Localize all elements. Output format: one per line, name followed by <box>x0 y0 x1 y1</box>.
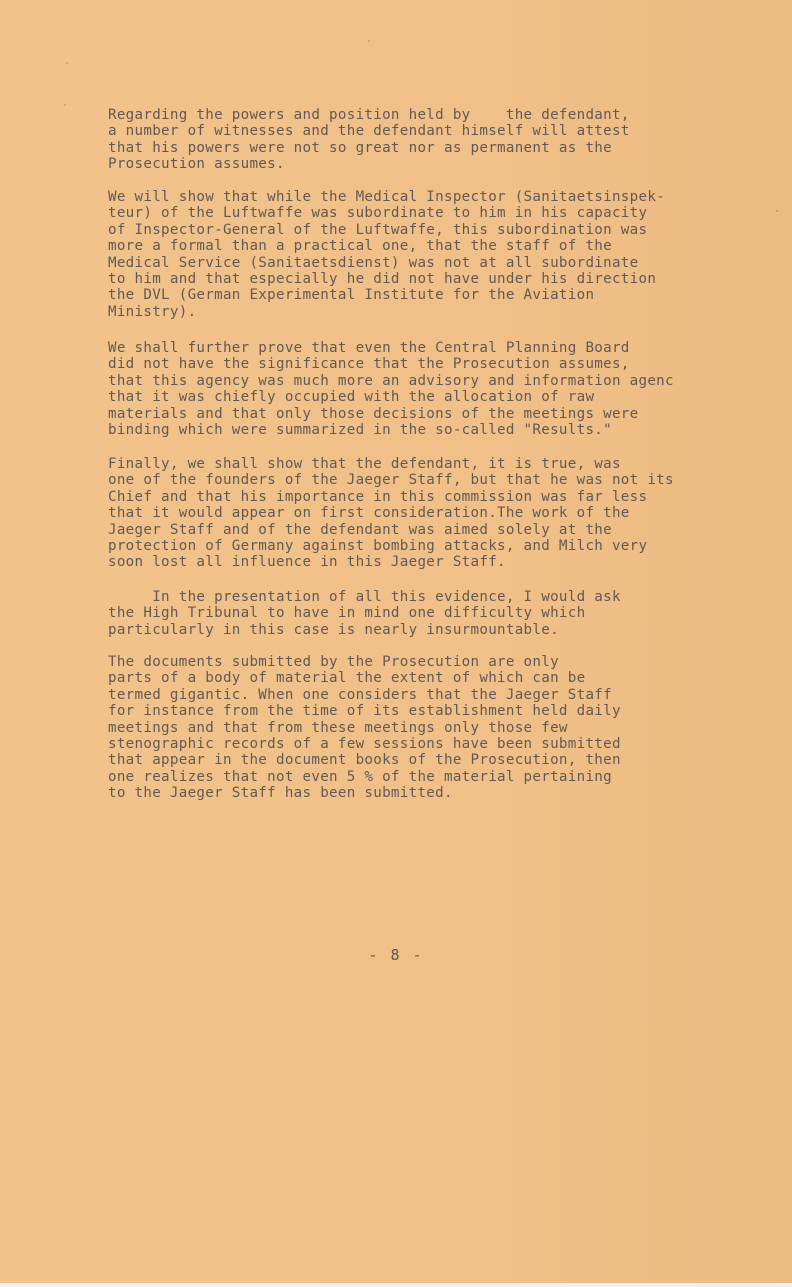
page-number: - 8 - <box>368 946 424 964</box>
paper-speck-mark <box>66 62 68 64</box>
paragraph-powers-and-position: Regarding the powers and position held by the defendant, a number of witnesses and the defendant himself will attest that his powers were not so great nor as permanent as the Prosecution assumes. <box>108 107 630 173</box>
paragraph-presentation-difficulty: In the presentation of all this evidence, I would ask the High Tribunal to have in mind one difficulty which particularly in this case is nearly insurmountable. <box>108 589 621 638</box>
paragraph-documents-submitted: The documents submitted by the Prosecution are only parts of a body of material the extent of which can be termed gigantic. When one considers that the Jaeger Staff for instance from the time of its establishment held daily meetings and that from these meetings only those few stenographic records of a few sessions have been submitted that appear in the document books of the Prosecution, then one realizes that not even 5 % of the material pertaining to the Jaeger Staff has been submitted. <box>108 654 621 802</box>
paragraph-medical-inspector: We will show that while the Medical Inspector (Sanitaetsinspek- teur) of the Luftwaffe was subordinate to him in his capacity of Inspector-General of the Luftwaffe, this subordination was more a formal than a practical one, that the staff of the Medical Service (Sanitaetsdienst) was not at all subordinate to him and that especially he did not have under his direction the DVL (German Experimental Institute for the Aviation Ministry). <box>108 189 666 320</box>
paper-speck-mark <box>776 210 778 212</box>
paper-speck-mark <box>368 40 370 42</box>
paper-speck-mark <box>64 104 66 106</box>
scan-bottom-edge <box>0 1283 792 1287</box>
paragraph-central-planning-board: We shall further prove that even the Central Planning Board did not have the significance that the Prosecution assumes, that this agency was much more an advisory and information agenc that it was chiefly occupied with the allocation of raw materials and that only those decisions of the meetings were binding which were summarized in the so-called "Results." <box>108 340 674 439</box>
paragraph-jaeger-staff: Finally, we shall show that the defendant, it is true, was one of the founders of the Jaeger Staff, but that he was not its Chief and that his importance in this commission was far less that it would appear on first consideration.The work of the Jaeger Staff and of the defendant was aimed solely at the protection of Germany against bombing attacks, and Milch very soon lost all influence in this Jaeger Staff. <box>108 456 674 571</box>
